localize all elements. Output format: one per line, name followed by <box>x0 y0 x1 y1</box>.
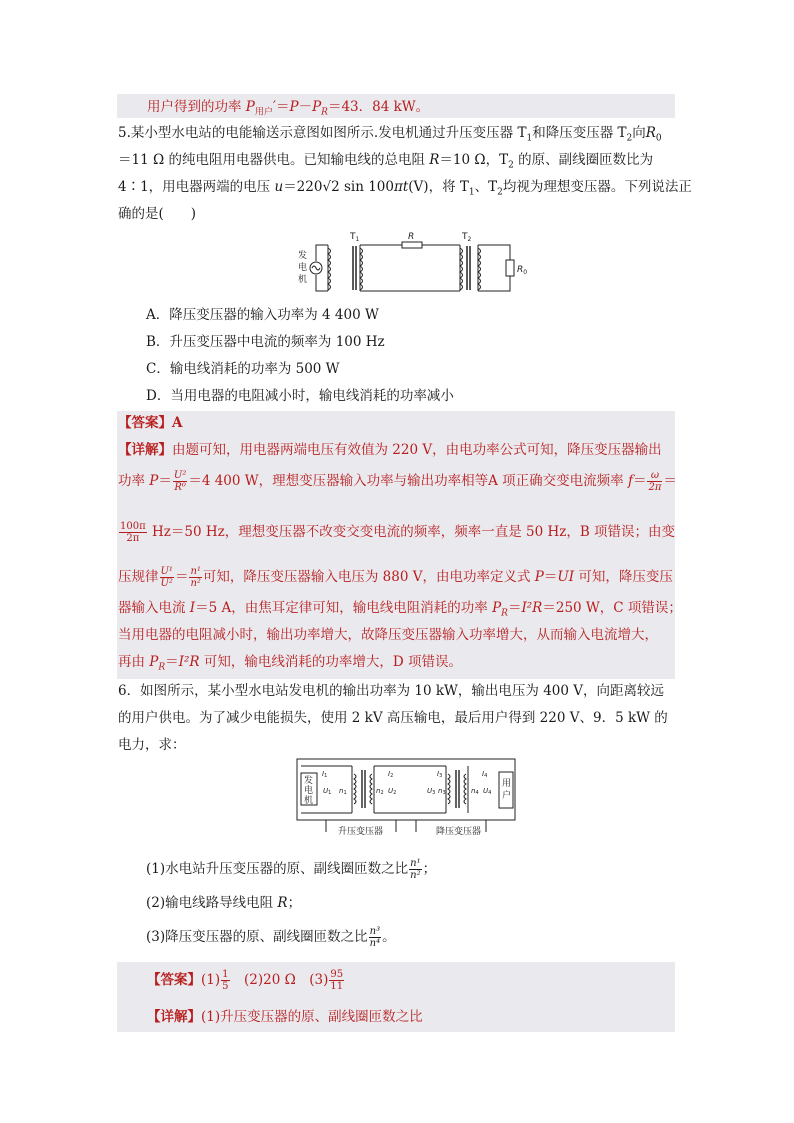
det-label: 【详解】 <box>118 442 172 458</box>
sub-r: R <box>321 107 328 118</box>
ans6-detail <box>147 1007 423 1027</box>
q5-l3-f: 均视为理想变压器。下列说法正 <box>502 179 692 195</box>
ans5-line-5 <box>118 598 682 624</box>
q6-line-1: 6．如图所示，某小型水电站发电机的输出功率为 10 kW，输出电压为 400 V，向距离较远 <box>118 683 665 699</box>
sym-r: R <box>429 152 440 168</box>
q5-option-d: D．当用电器的电阻减小时，输电线消耗的功率减小 <box>146 388 454 404</box>
t: (1)水电站升压变压器的原、副线圈匝数之比 <box>146 861 409 877</box>
ans5-label: 【答案】A <box>118 415 183 431</box>
fig5-gen-1: 发 <box>298 251 308 261</box>
fig6-u2: U2 <box>388 787 397 796</box>
sym: P <box>149 473 159 489</box>
fig6-u3: U3 <box>427 787 436 796</box>
sym: P <box>149 654 159 670</box>
fig6-i2: I2 <box>388 770 394 779</box>
q5-line-1 <box>118 123 662 149</box>
frac-u: $\frac{\text{U¹}}{\text{U²}}$ <box>160 566 173 589</box>
q5-l3-e: 、T <box>474 179 498 195</box>
sym: I²R <box>521 600 543 616</box>
fig5-gen-2: 电 <box>298 263 308 273</box>
q5-l3-c: sin 100 <box>339 179 394 195</box>
eq: ＝ <box>174 569 189 585</box>
sub-user: 用户 <box>254 107 273 118</box>
ans5-line-3 <box>118 521 675 544</box>
q5-l2-b: ＝10 Ω，T <box>439 152 509 168</box>
frac-n3-n4: $\frac{\text{n³}}{\text{n⁴}}$ <box>369 926 381 949</box>
t: 再由 <box>118 654 150 670</box>
sub: 1 <box>468 187 475 198</box>
q6-sub-2 <box>146 893 301 913</box>
ans6-line <box>147 969 345 992</box>
fig5-r: R <box>408 232 415 242</box>
sym: f <box>627 473 633 489</box>
t: ； <box>422 861 437 877</box>
eq: ′＝ <box>272 99 290 115</box>
frac-n1-n2: $\frac{\text{n¹}}{\text{n²}}$ <box>410 858 421 881</box>
eq: ＝ <box>507 600 522 616</box>
t: ＝5 A，由焦耳定律可知，输电线电阻消耗的功率 <box>195 600 493 616</box>
sym: I <box>189 600 196 616</box>
fig5-r0: $R_0$ <box>517 265 528 276</box>
eq: ＝ <box>632 473 647 489</box>
q5-line-2 <box>118 150 653 176</box>
t: (3)降压变压器的原、副线圈匝数之比 <box>146 929 368 945</box>
fig6-gen-3: 机 <box>304 796 314 806</box>
ans5-l1: 由题可知，用电器两端电压有效值为 220 V，由电功率公式可知，降压变压器输出 <box>172 442 662 458</box>
sub: 1 <box>526 133 533 144</box>
t: 压规律 <box>118 569 159 585</box>
q5-l4: 确的是( ) <box>118 206 197 222</box>
minus: － <box>298 99 313 115</box>
q5-l1-a: 5.某小型水电站的电能输送示意图如图所示.发电机通过升压变压器 T <box>118 125 527 141</box>
ans5-line-1 <box>118 440 662 460</box>
t: ＝4 400 W，理想变压器输入功率与输出功率相等A 项正确交变电流频率 <box>188 473 628 489</box>
fig5-gen-3: 机 <box>298 275 308 285</box>
eq: ＝ <box>165 654 179 670</box>
prev-answer-tail: ＝43．84 kW。 <box>327 99 430 115</box>
fig6-u4: U4 <box>483 787 492 796</box>
fig6-step-up-label: 升压变压器 <box>338 827 384 837</box>
q5-line-3 <box>118 177 692 203</box>
fig6-gen-2: 电 <box>304 786 314 796</box>
sub: R <box>501 608 508 619</box>
frac-1-5: $\frac{1}{5}$ <box>222 969 229 992</box>
q5-line-4 <box>118 204 196 224</box>
q5-l1-c: 向 <box>632 125 646 141</box>
t: 可知，降压变压器输入电压为 880 V，由电功率定义式 <box>202 569 535 585</box>
eq: ＝ <box>543 569 558 585</box>
sym: R <box>277 895 288 911</box>
q6-circuit-figure <box>296 758 531 840</box>
fig6-n3: n3 <box>438 787 446 796</box>
q5-option-a: A．降压变压器的输入功率为 4 400 W <box>146 307 379 323</box>
q5-l3-d: (V)，将 T <box>408 179 469 195</box>
ans5-line-6: 当用电器的电阻减小时，输出功率增大，故降压变压器输入功率增大，从而输入电流增大， <box>118 627 658 643</box>
q6-sub-1 <box>146 858 436 881</box>
sub: 0 <box>655 133 662 144</box>
sym-p: P <box>245 99 255 115</box>
t: (2)输电线路导线电阻 <box>146 895 278 911</box>
t: 功率 <box>118 473 150 489</box>
t: (2)20 Ω (3) <box>230 972 329 988</box>
frac-95-11: $\frac{95}{11}$ <box>330 969 344 992</box>
t: Hz＝50 Hz，理想变压器不改变交变电流的频率，频率一直是 50 Hz，B 项错误；由变 <box>147 524 676 540</box>
sqrt: √2 <box>322 179 340 195</box>
ans5-line-7 <box>118 652 462 678</box>
sym: I²R <box>178 654 200 670</box>
fig6-u1: U1 <box>323 787 332 796</box>
sym: UI <box>557 569 575 585</box>
frac-u2-r0: $\frac{\text{U²}}{\text{R⁰}}$ <box>173 470 187 493</box>
sym-u: u <box>274 179 284 195</box>
ans5-line-2 <box>118 470 677 493</box>
sym: P <box>492 600 502 616</box>
sub: 2 <box>497 187 503 198</box>
fig6-user-2: 户 <box>502 791 512 801</box>
frac-n: $\frac{\text{n¹}}{\text{n²}}$ <box>190 566 201 589</box>
t: (1)升压变压器的原、副线圈匝数之比 <box>201 1009 423 1025</box>
det-label: 【详解】 <box>147 1009 201 1025</box>
sym-r: R <box>645 125 656 141</box>
fig6-step-down-label: 降压变压器 <box>436 827 482 837</box>
sym-p2: P <box>289 99 299 115</box>
fig6-user-1: 用 <box>502 779 512 789</box>
eq: ＝ <box>158 473 172 489</box>
t: 器输入电流 <box>118 600 190 616</box>
t: 可知，降压变压 <box>574 569 673 585</box>
sym: P <box>534 569 544 585</box>
q6-line-2: 的用户供电。为了减少电能损失，使用 2 kV 高压输电，最后用户得到 220 V、9．5 kW 的 <box>118 710 668 726</box>
t: 。 <box>382 929 396 945</box>
fig6-n2: n2 <box>376 787 384 796</box>
fig6-i1: I1 <box>322 770 328 779</box>
q5-l3-b: ＝220 <box>283 179 323 195</box>
ans5-line-4 <box>118 566 673 589</box>
prev-answer-line <box>147 97 429 123</box>
prev-answer-text: 用户得到的功率 <box>147 99 246 115</box>
q5-option-c: C．输电线消耗的功率为 500 W <box>146 361 340 377</box>
q5-l3-a: 4∶1，用电器两端的电压 <box>118 179 275 195</box>
fig5-t2: $T_2$ <box>462 232 472 243</box>
t: (1) <box>201 972 221 988</box>
sub: R <box>158 662 166 673</box>
t: ； <box>287 895 302 911</box>
fig6-gen-1: 发 <box>304 776 314 786</box>
q5-l2-c: 的原、副线圈匝数比为 <box>513 152 654 168</box>
q5-l2-a: ＝11 Ω 的纯电阻用电器供电。已知输电线的总电阻 <box>118 152 430 168</box>
frac-100pi: $\frac{100\pi}{2\pi}$ <box>120 521 146 544</box>
frac-omega: $\frac{\omega}{2\pi}$ <box>648 470 662 493</box>
eq: ＝ <box>663 473 677 489</box>
pit: πt <box>393 179 409 195</box>
sub: 2 <box>626 133 633 144</box>
fig6-n4: n4 <box>471 787 479 796</box>
ans-label: 【答案】 <box>147 972 201 988</box>
fig6-i4: I4 <box>482 770 488 779</box>
t: 可知，输电线消耗的功率增大，D 项错误。 <box>199 654 462 670</box>
q6-line-3: 电力，求： <box>118 737 186 753</box>
sub: 2 <box>508 160 514 171</box>
q5-l1-b: 和降压变压器 T <box>532 125 627 141</box>
fig5-t1: $T_1$ <box>350 232 360 243</box>
t: ＝250 W，C 项错误； <box>542 600 682 616</box>
fig6-i3: I3 <box>437 770 443 779</box>
sym-p3: P <box>312 99 322 115</box>
q5-option-b: B．升压变压器中电流的频率为 100 Hz <box>146 334 385 350</box>
q6-sub-3 <box>146 926 396 949</box>
q5-circuit-figure <box>290 228 530 298</box>
fig6-n1: n1 <box>339 787 347 796</box>
